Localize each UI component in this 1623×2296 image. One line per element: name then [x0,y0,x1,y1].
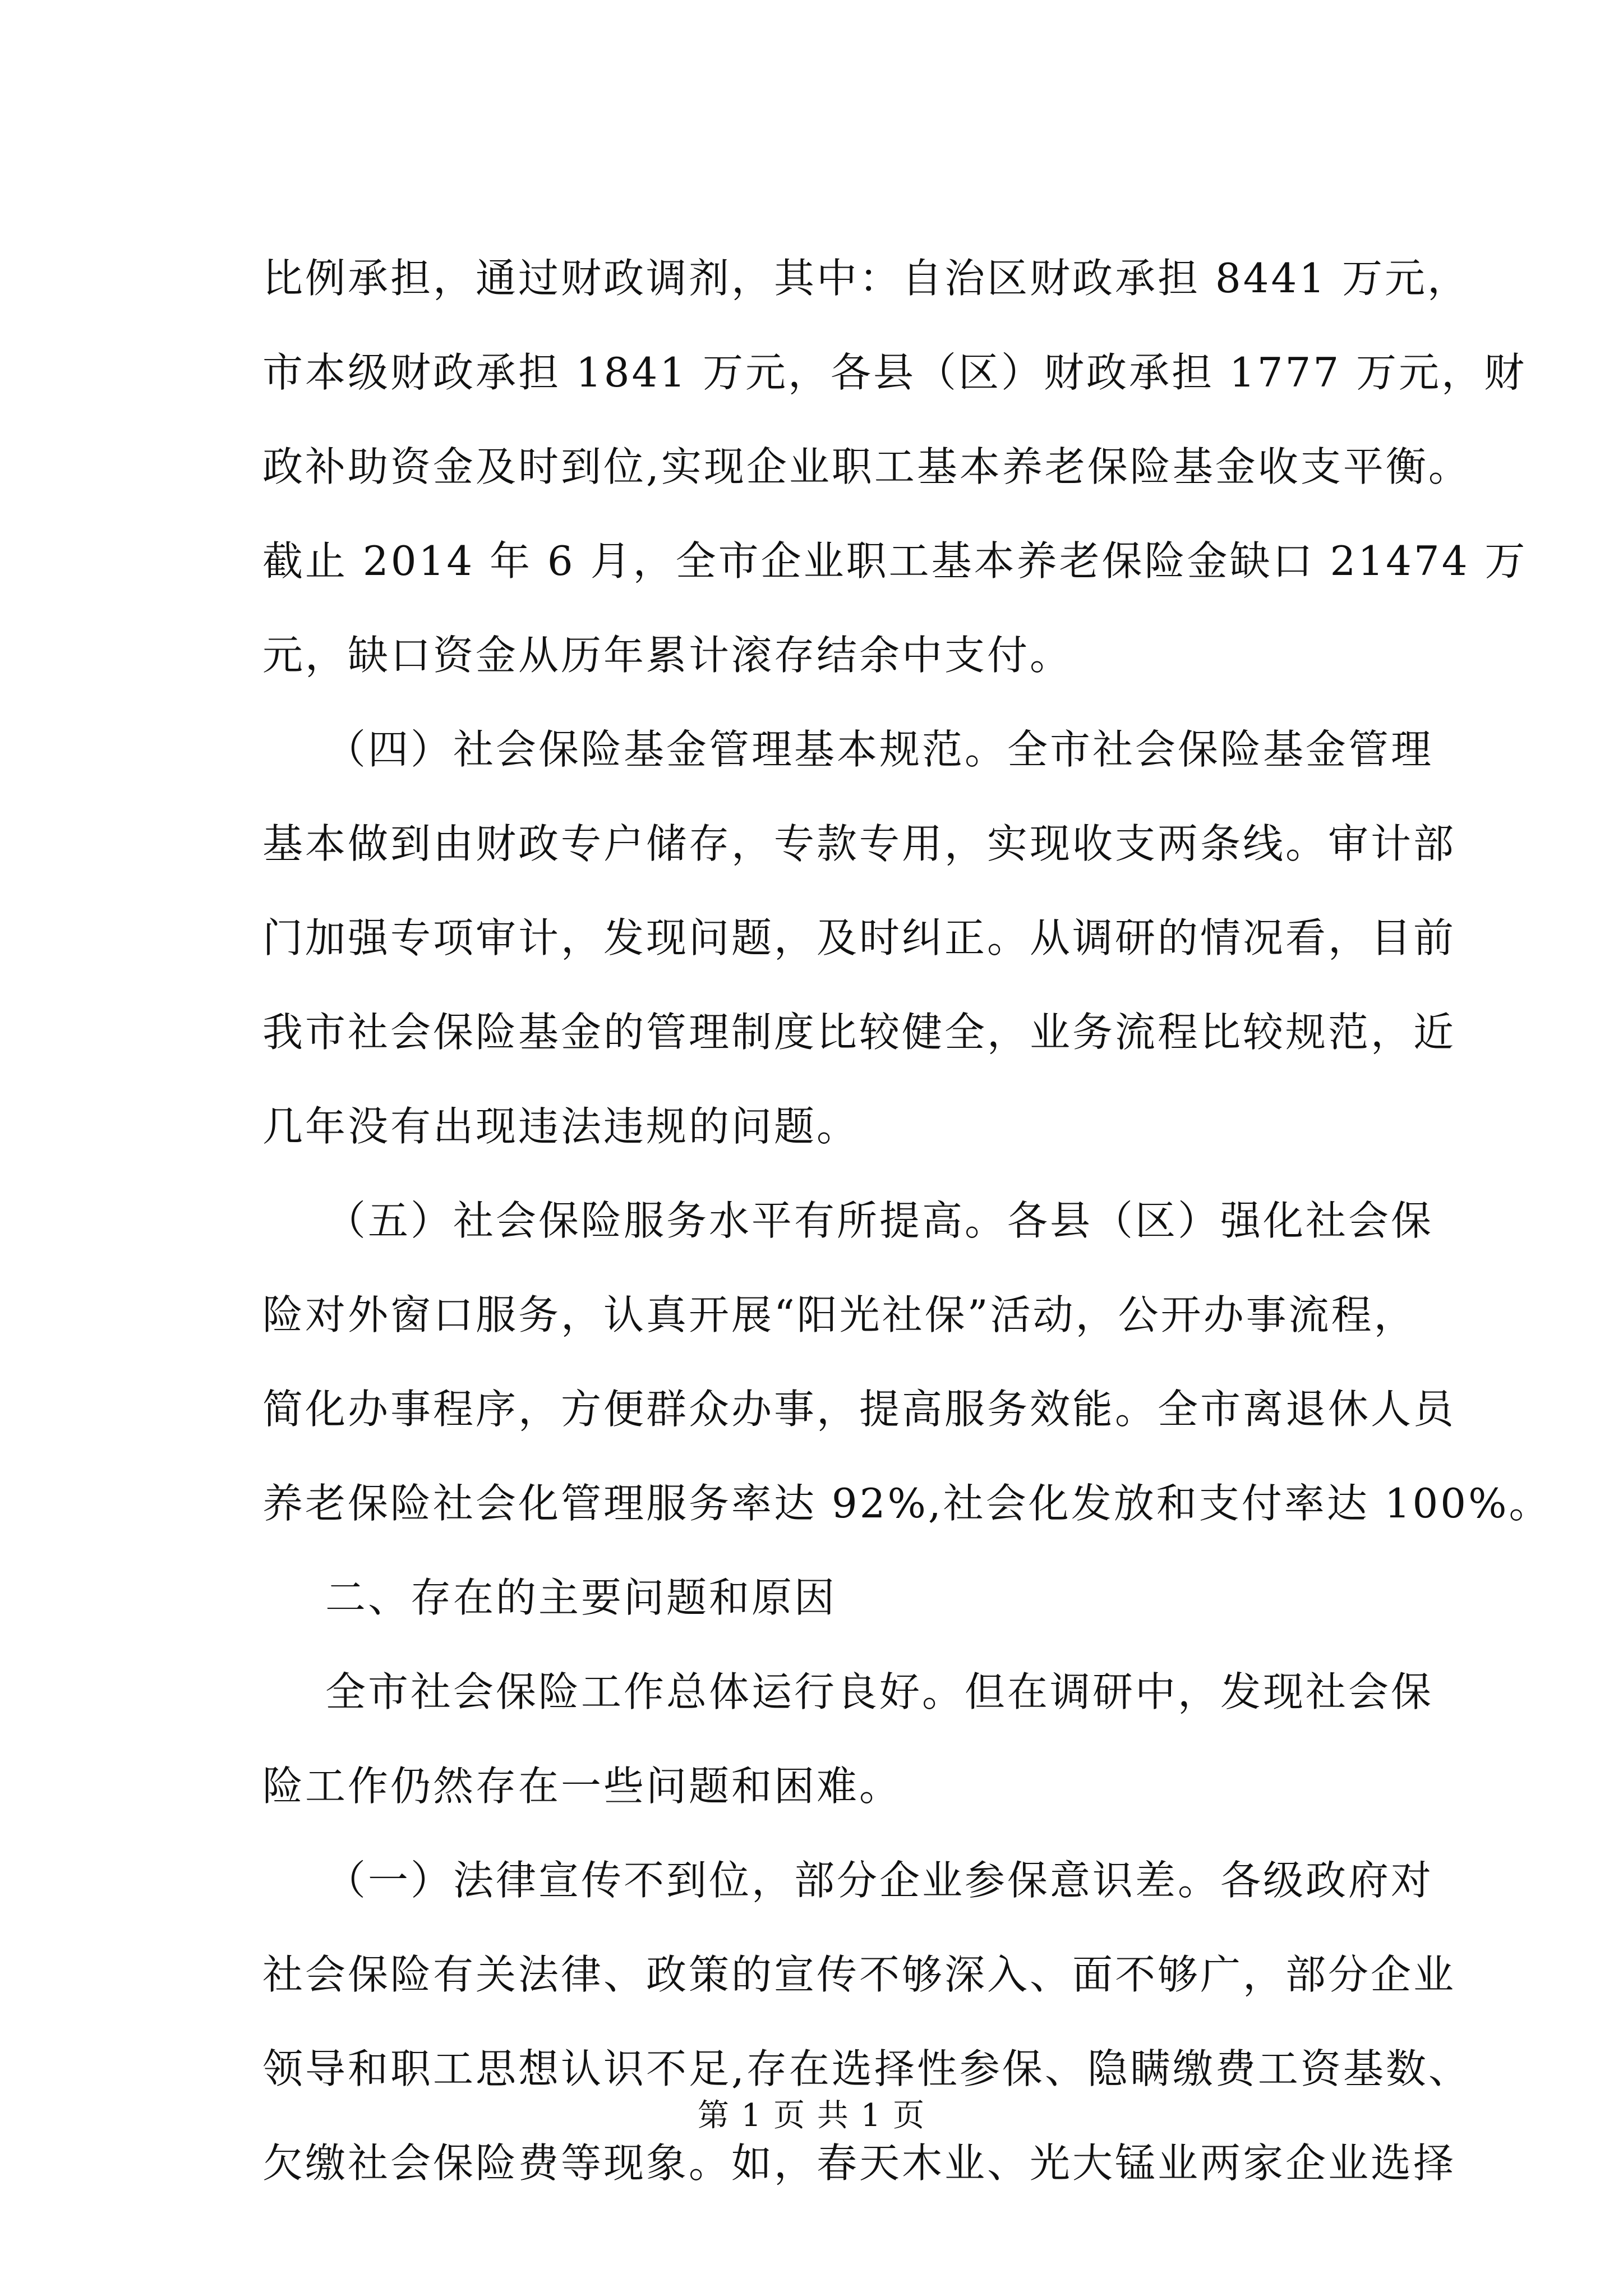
text-line-8: 门加强专项审计，发现问题，及时纠正。从调研的情况看，目前 [262,914,1456,961]
text-line-2: 市本级财政承担 1841 万元，各县（区）财政承担 1777 万元，财 [262,349,1527,396]
text-line-20: 领导和职工思想认识不足,存在选择性参保、隐瞒缴费工资基数、 [262,2045,1471,2092]
text-line-10: 几年没有出现违法违规的问题。 [262,1103,860,1150]
text-line-5: 元，缺口资金从历年累计滚存结余中支付。 [262,632,1073,679]
text-line-9: 我市社会保险基金的管理制度比较健全，业务流程比较规范，近 [262,1009,1456,1056]
chapter-heading-2: 二、存在的主要问题和原因 [325,1574,837,1621]
text-line-14: 养老保险社会化管理服务率达 92%,社会化发放和支付率达 100%。 [262,1480,1552,1527]
text-line-4: 截止 2014 年 6 月，全市企业职工基本养老保险金缺口 21474 万 [262,537,1528,585]
page-number-footer: 第 1 页 共 1 页 [697,2097,926,2134]
section-heading-5: （五）社会保险服务水平有所提高。各县（区）强化社会保 [325,1197,1434,1244]
text-line-12: 险对外窗口服务，认真开展“阳光社保”活动，公开办事流程， [262,1291,1417,1338]
section-heading-1: （一）法律宣传不到位，部分企业参保意识差。各级政府对 [325,1857,1434,1904]
text-line-16: 全市社会保险工作总体运行良好。但在调研中，发现社会保 [325,1668,1434,1715]
text-line-1: 比例承担，通过财政调剂，其中：自治区财政承担 8441 万元， [262,255,1470,302]
text-line-17: 险工作仍然存在一些问题和困难。 [262,1763,902,1810]
text-line-13: 简化办事程序，方便群众办事，提高服务效能。全市离退休人员 [262,1386,1456,1433]
text-line-19: 社会保险有关法律、政策的宣传不够深入、面不够广，部分企业 [262,1951,1456,1998]
text-line-21: 欠缴社会保险费等现象。如，春天木业、光大锰业两家企业选择 [262,2139,1456,2187]
text-line-3: 政补助资金及时到位,实现企业职工基本养老保险基金收支平衡。 [262,443,1471,490]
section-heading-4: （四）社会保险基金管理基本规范。全市社会保险基金管理 [325,726,1434,773]
text-line-7: 基本做到由财政专户储存，专款专用，实现收支两条线。审计部 [262,820,1456,867]
